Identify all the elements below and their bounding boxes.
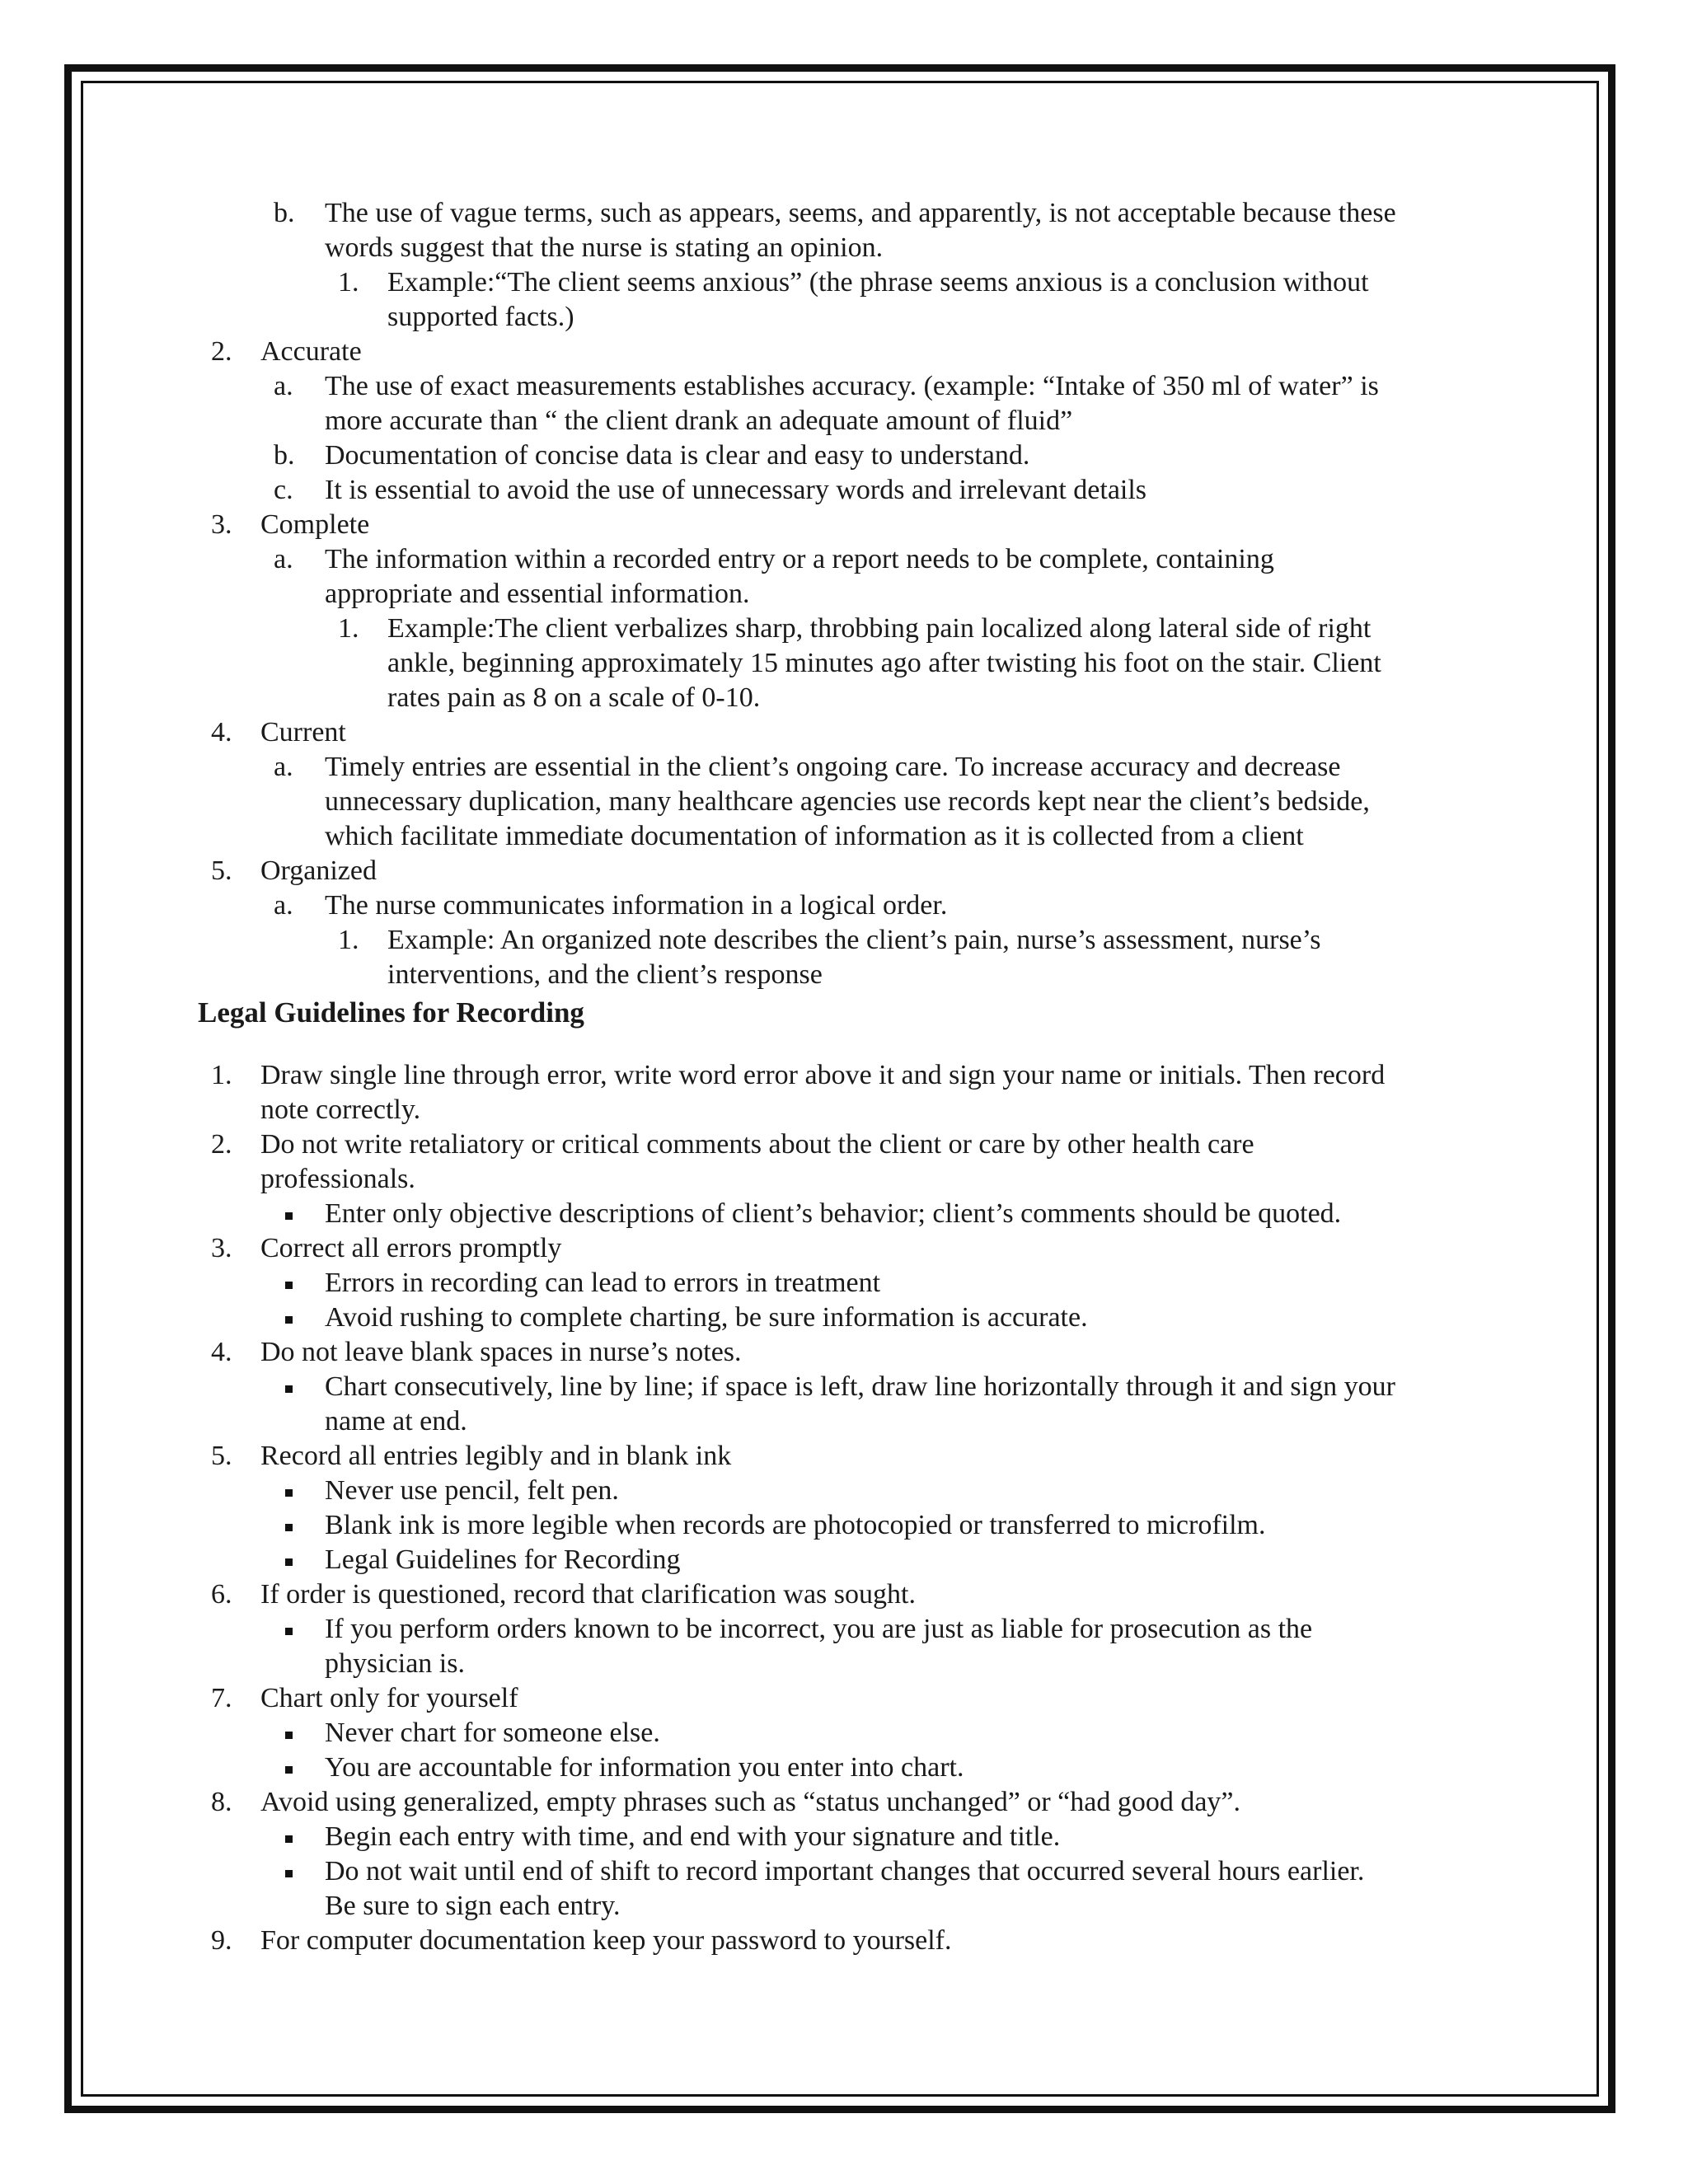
list-marker: 2.: [211, 336, 232, 367]
legal-item-text: If you perform orders known to be incorrect, you are just as liable for prosecution as the: [325, 1614, 1313, 1644]
list-marker: 1.: [211, 1060, 232, 1090]
list-item-text: Example:“The client seems anxious” (the phrase seems anxious is a conclusion without: [387, 267, 1369, 298]
bullet-marker-icon: [285, 1316, 293, 1324]
legal-item-text: Errors in recording can lead to errors in treatment: [325, 1268, 881, 1298]
list-item-text: Accurate: [260, 336, 362, 367]
legal-item-text: You are accountable for information you enter into chart.: [325, 1752, 964, 1783]
legal-item-text: Chart only for yourself: [260, 1683, 518, 1713]
list-marker: 8.: [211, 1787, 232, 1817]
list-marker: 1.: [338, 267, 359, 298]
list-marker: c.: [274, 475, 293, 505]
legal-item-text: Be sure to sign each entry.: [325, 1891, 621, 1921]
list-marker: 5.: [211, 855, 232, 886]
section-heading: Legal Guidelines for Recording: [198, 996, 584, 1029]
list-marker: 3.: [211, 509, 232, 540]
legal-item-text: note correctly.: [260, 1094, 421, 1125]
list-item-text: supported facts.): [387, 302, 574, 332]
list-item-text: interventions, and the client’s response: [387, 959, 823, 990]
list-item-text: The use of vague terms, such as appears, seems, and apparently, is not acceptable because these: [325, 198, 1396, 228]
legal-item-text: Chart consecutively, line by line; if space is left, draw line horizontally through it and sign your: [325, 1371, 1395, 1402]
bullet-marker-icon: [285, 1558, 293, 1566]
list-marker: 6.: [211, 1579, 232, 1610]
legal-item-text: Avoid using generalized, empty phrases such as “status unchanged” or “had good day”.: [260, 1787, 1241, 1817]
list-item-text: The use of exact measurements establishes accuracy. (example: “Intake of 350 ml of water” is: [325, 371, 1379, 401]
list-item-text: Complete: [260, 509, 370, 540]
legal-item-text: name at end.: [325, 1406, 467, 1436]
list-item-text: Example: An organized note describes the client’s pain, nurse’s assessment, nurse’s: [387, 925, 1321, 955]
legal-item-text: Never use pencil, felt pen.: [325, 1475, 619, 1506]
legal-item-text: For computer documentation keep your password to yourself.: [260, 1925, 952, 1956]
legal-item-text: Correct all errors promptly: [260, 1233, 562, 1263]
bullet-marker-icon: [285, 1732, 293, 1739]
list-item-text: The nurse communicates information in a logical order.: [325, 890, 948, 921]
list-item-text: words suggest that the nurse is stating an opinion.: [325, 232, 884, 263]
bullet-marker-icon: [285, 1870, 293, 1877]
list-marker: 1.: [338, 613, 359, 644]
list-item-text: unnecessary duplication, many healthcare agencies use records kept near the client’s bedside,: [325, 786, 1370, 817]
list-marker: b.: [274, 198, 295, 228]
list-marker: a.: [274, 752, 293, 782]
bullet-marker-icon: [285, 1212, 293, 1220]
list-item-text: which facilitate immediate documentation of information as it is collected from a client: [325, 821, 1304, 851]
list-item-text: Documentation of concise data is clear and easy to understand.: [325, 440, 1030, 471]
legal-item-text: physician is.: [325, 1648, 465, 1679]
legal-item-text: Record all entries legibly and in blank ink: [260, 1441, 732, 1471]
legal-item-text: Draw single line through error, write word error above it and sign your name or initials. Then record: [260, 1060, 1386, 1090]
bullet-marker-icon: [285, 1766, 293, 1774]
list-item-text: The information within a recorded entry or a report needs to be complete, containing: [325, 544, 1274, 574]
list-marker: 3.: [211, 1233, 232, 1263]
list-item-text: Timely entries are essential in the client’s ongoing care. To increase accuracy and decrease: [325, 752, 1341, 782]
legal-item-text: Legal Guidelines for Recording: [325, 1544, 681, 1575]
legal-item-text: Avoid rushing to complete charting, be sure information is accurate.: [325, 1302, 1088, 1333]
list-marker: a.: [274, 890, 293, 921]
list-marker: 7.: [211, 1683, 232, 1713]
list-item-text: Example:The client verbalizes sharp, throbbing pain localized along lateral side of right: [387, 613, 1372, 644]
list-item-text: It is essential to avoid the use of unnecessary words and irrelevant details: [325, 475, 1147, 505]
list-marker: 4.: [211, 1337, 232, 1367]
list-marker: 9.: [211, 1925, 232, 1956]
bullet-marker-icon: [285, 1835, 293, 1843]
bullet-marker-icon: [285, 1524, 293, 1531]
legal-item-text: Do not wait until end of shift to record important changes that occurred several hours earlier.: [325, 1856, 1365, 1886]
legal-item-text: Do not leave blank spaces in nurse’s notes.: [260, 1337, 742, 1367]
legal-item-text: If order is questioned, record that clarification was sought.: [260, 1579, 916, 1610]
list-marker: a.: [274, 371, 293, 401]
legal-item-text: Never chart for someone else.: [325, 1718, 660, 1748]
bullet-marker-icon: [285, 1628, 293, 1635]
list-marker: b.: [274, 440, 295, 471]
bullet-marker-icon: [285, 1385, 293, 1393]
bullet-marker-icon: [285, 1282, 293, 1289]
list-marker: 1.: [338, 925, 359, 955]
list-item-text: rates pain as 8 on a scale of 0-10.: [387, 682, 761, 713]
bullet-marker-icon: [285, 1489, 293, 1497]
legal-item-text: Blank ink is more legible when records are photocopied or transferred to microfilm.: [325, 1510, 1266, 1540]
legal-item-text: professionals.: [260, 1164, 415, 1194]
list-item-text: ankle, beginning approximately 15 minutes ago after twisting his foot on the stair. Client: [387, 648, 1381, 678]
list-item-text: more accurate than “ the client drank an adequate amount of fluid”: [325, 405, 1073, 436]
list-item-text: appropriate and essential information.: [325, 579, 750, 609]
legal-item-text: Do not write retaliatory or critical comments about the client or care by other health care: [260, 1129, 1254, 1160]
list-marker: a.: [274, 544, 293, 574]
legal-item-text: Begin each entry with time, and end with your signature and title.: [325, 1821, 1061, 1852]
list-item-text: Current: [260, 717, 346, 748]
list-marker: 5.: [211, 1441, 232, 1471]
list-marker: 4.: [211, 717, 232, 748]
list-marker: 2.: [211, 1129, 232, 1160]
legal-item-text: Enter only objective descriptions of client’s behavior; client’s comments should be quoted.: [325, 1198, 1342, 1229]
list-item-text: Organized: [260, 855, 377, 886]
